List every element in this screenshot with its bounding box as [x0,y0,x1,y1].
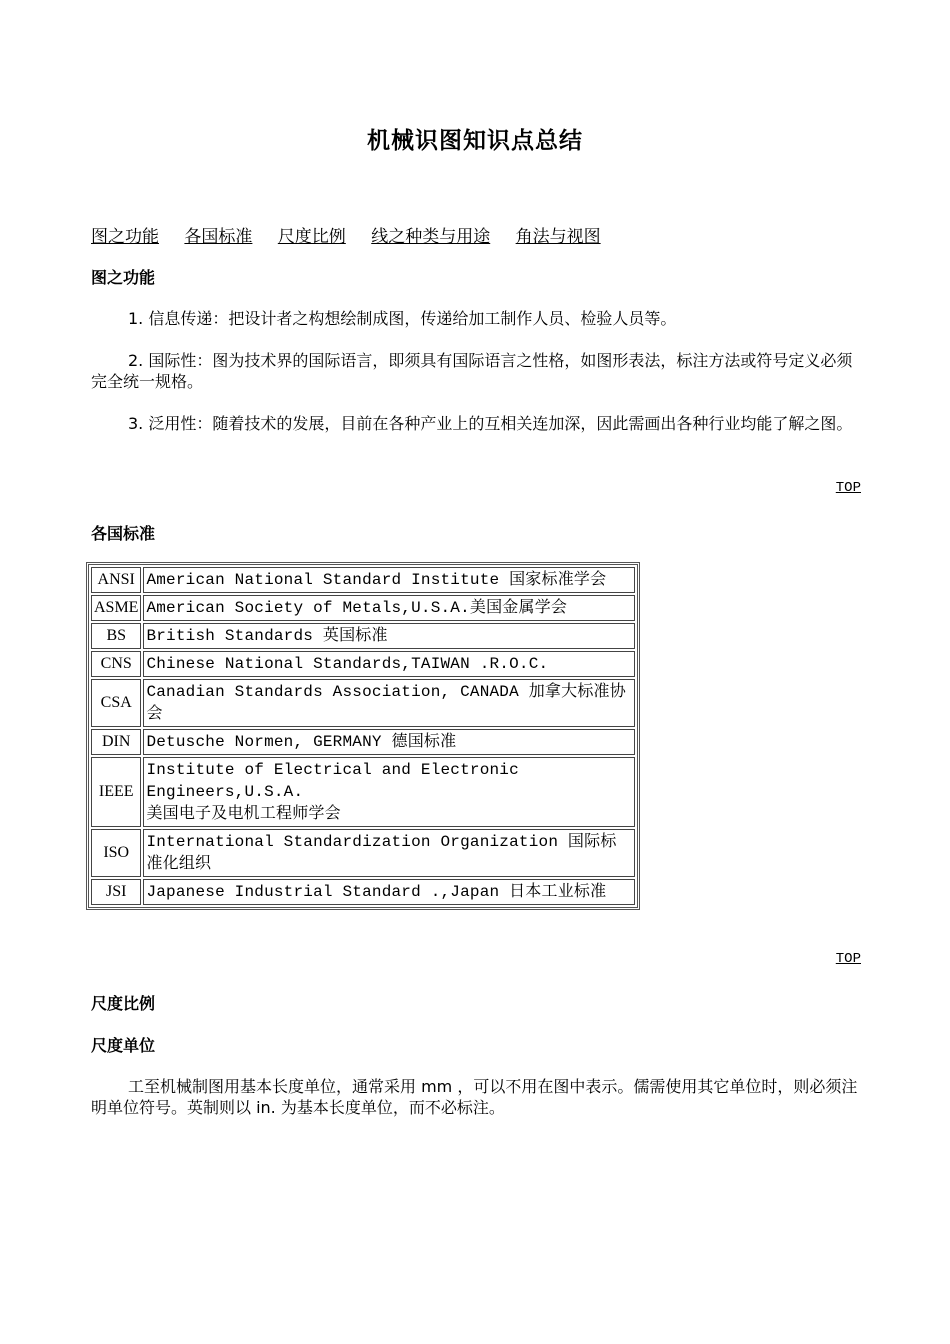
table-row [91,879,635,905]
standard-description-line-1: Institute of Electrical and Electronic Engineers,U.S.A. [146,761,519,801]
standard-code: BS [91,623,141,649]
function-item-3: 3. 泛用性：随着技术的发展，目前在各种产业上的互相关连加深，因此需画出各种行业均能了解之图。 [128,414,853,433]
standard-code: CNS [91,651,141,677]
scale-unit-text: 工至机械制图用基本长度单位，通常采用 mm ，可以不用在图中表示。儒需使用其它单位时，则必须注明单位符号。英制则以 in. 为基本长度单位，而不必标注。 [91,1077,858,1117]
standard-description: International Standardization Organization 国际标准化组织 [143,829,635,877]
standard-code: ANSI [91,567,141,593]
section-heading-standards: 各国标准 [91,524,156,543]
table-row [91,623,635,649]
standard-description: Detusche Normen, GERMANY 德国标准 [143,729,635,755]
standard-description-line-2: 美国电子及电机工程师学会 [146,805,341,823]
top-link-2[interactable]: TOP [835,951,861,967]
standard-code: DIN [91,729,141,755]
standard-description: American National Standard Institute 国家标准学会 [143,567,635,593]
section-heading-scale: 尺度比例 [91,994,156,1013]
table-row [91,567,635,593]
table-row [91,679,635,727]
nav-link-standards[interactable]: 各国标准 [184,227,253,247]
table-row [91,757,635,827]
standard-code: JSI [91,879,141,905]
standard-code: IEEE [91,757,141,827]
nav-link-function[interactable]: 图之功能 [91,227,159,247]
table-row [91,729,635,755]
table-row [91,595,635,621]
standard-description: American Society of Metals,U.S.A.美国金属学会 [143,595,635,621]
standard-description: British Standards 英国标准 [143,623,635,649]
nav-link-scale[interactable]: 尺度比例 [277,227,346,247]
page-title: 机械识图知识点总结 [367,128,583,154]
table-row [91,651,635,677]
nav-link-views[interactable]: 角法与视图 [515,227,601,247]
standard-description: Japanese Industrial Standard .,Japan 日本工业标准 [143,879,635,905]
nav-link-lines[interactable]: 线之种类与用途 [371,227,491,247]
standard-description: Chinese National Standards,TAIWAN .R.O.C. [143,651,635,677]
function-item-1: 1. 信息传递：把设计者之构想绘制成图，传递给加工制作人员、检验人员等。 [128,309,677,328]
standard-code: ISO [91,829,141,877]
subheading-scale-unit: 尺度单位 [91,1036,156,1055]
standards-table [86,562,640,910]
section-heading-function: 图之功能 [91,268,156,287]
function-item-2: 2. 国际性：图为技术界的国际语言，即须具有国际语言之性格，如图形表法，标注方法或符号定义必须完全统一规格。 [91,351,853,391]
top-link-1[interactable]: TOP [835,480,861,496]
section-nav [91,222,621,247]
table-row [91,829,635,877]
standard-code: CSA [91,679,141,727]
standard-description: Canadian Standards Association, CANADA 加拿大标准协会 [143,679,635,727]
standard-code: ASME [91,595,141,621]
standard-description [143,757,635,827]
